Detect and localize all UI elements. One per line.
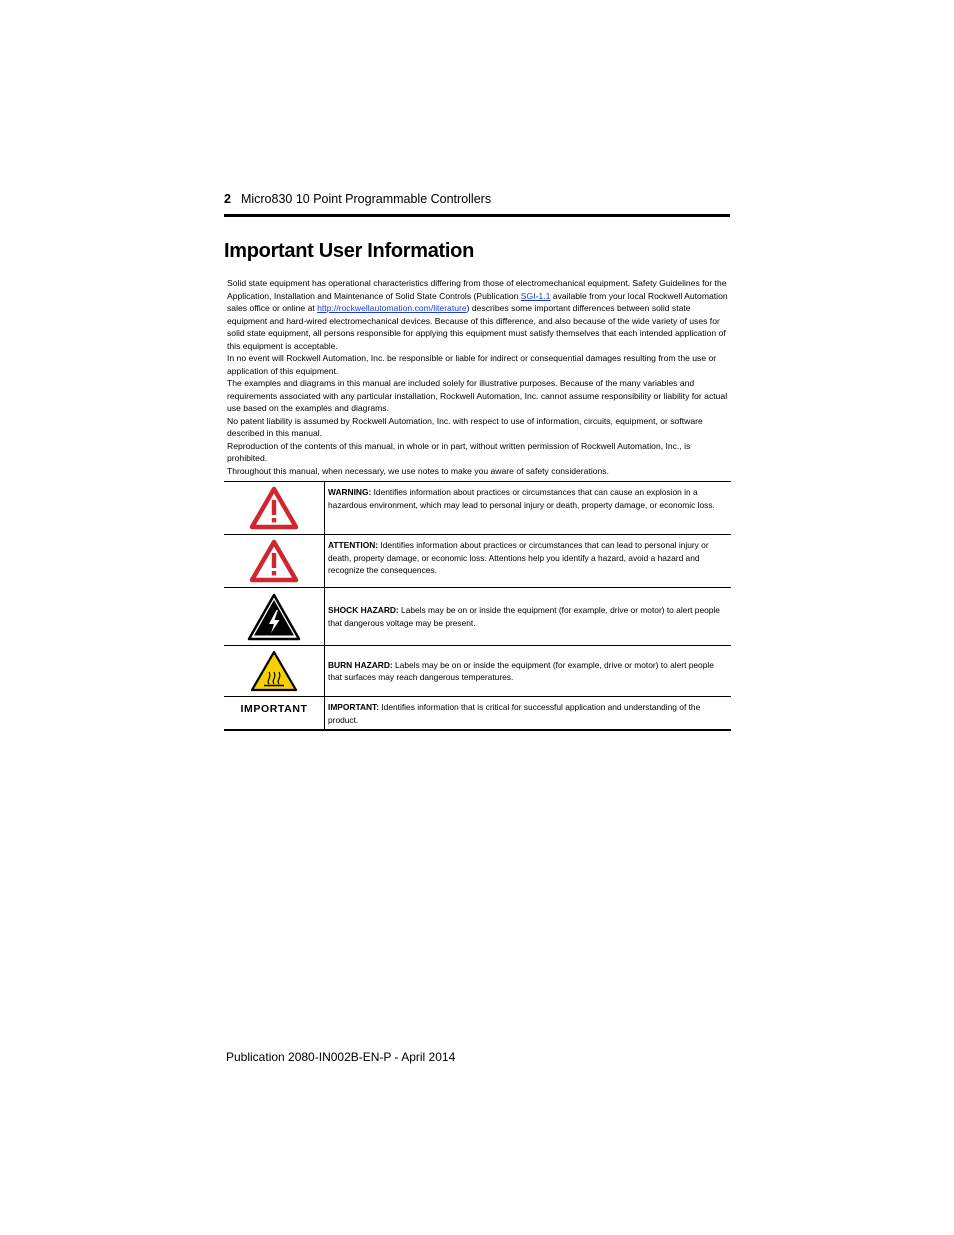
section-title: Important User Information — [224, 240, 474, 262]
safety-notes-table — [224, 481, 731, 731]
paragraph-5: Reproduction of the contents of this manual, in whole or in part, without written permission of Rockwell Automation, Inc., is prohibited. — [227, 440, 691, 463]
running-header — [224, 192, 729, 212]
shock-hazard-text: Labels may be on or inside the equipment (for example, drive or motor) to alert people that dangerous voltage may be present. — [328, 605, 720, 628]
warning-label: WARNING: — [328, 487, 372, 497]
paragraph-3: The examples and diagrams in this manual are included solely for illustrative purposes. Because of the many variables and requirements associated with any particular installation, Rockwell Automation, Inc. cannot assume responsibility or liability for actual use based on the examples and diagrams. — [227, 378, 728, 413]
attention-label: ATTENTION: — [328, 540, 379, 550]
paragraph-2: In no event will Rockwell Automation, Inc. be responsible or liable for indirect or consequential damages resulting from the use or application of this equipment. — [227, 353, 717, 376]
burn-hazard-label: BURN HAZARD: — [328, 659, 393, 670]
sgi-publication-link[interactable]: SGI-1.1 — [520, 290, 551, 301]
attention-triangle-icon — [249, 539, 299, 583]
header-rule — [224, 214, 730, 217]
paragraph-4: No patent liability is assumed by Rockwell Automation, Inc. with respect to use of information, circuits, equipment, or software described in this manual. — [227, 415, 703, 438]
shock-hazard-note — [224, 587, 731, 645]
publication-footer: Publication 2080-IN002B-EN-P - April 2014 — [226, 1050, 456, 1064]
page-number: 2 — [224, 192, 231, 206]
paragraph-6: Throughout this manual, when necessary, we use notes to make you aware of safety considerations. — [227, 465, 609, 476]
shock-hazard-icon — [247, 593, 301, 641]
literature-link[interactable]: http://rockwellautomation.com/literature — [317, 303, 467, 313]
warning-note — [224, 482, 731, 534]
document-title: Micro830 10 Point Programmable Controllers — [240, 192, 492, 206]
burn-hazard-icon — [250, 650, 298, 692]
important-note — [224, 696, 731, 729]
important-text: Identifies information that is critical for successful application and understanding of the product. — [328, 702, 701, 725]
attention-text: Identifies information about practices or circumstances that can lead to personal injury or death, property damage, or economic loss. Attentions help you identify a hazard, avoid a hazard and recognize the consequences. — [328, 540, 709, 575]
body-text — [227, 277, 730, 477]
burn-hazard-note — [224, 645, 731, 696]
attention-note — [224, 534, 731, 587]
important-label: IMPORTANT: — [328, 702, 380, 712]
important-tag: IMPORTANT — [240, 703, 308, 715]
warning-triangle-icon — [249, 486, 299, 530]
warning-text: Identifies information about practices or circumstances that can cause an explosion in a hazardous environment, which may lead to personal injury or death, property damage, or economic loss. — [328, 487, 715, 510]
paragraph-1: Solid state equipment has operational characteristics differing from those of electromechanical equipment. Safety Guidelines for the Application, Installation and Maintenance of Solid State Controls (Publication SGI-1.1 available from your local Rockwell Automation sales office or online at http://rockwellautomation.com/literature) describes some important differences between solid state equipment and hard-wired electromechanical devices. Because of this difference, and also because of the wide variety of uses for solid state equipment, all persons responsible for applying this equipment must satisfy themselves that each intended application of this equipment is acceptable. — [227, 278, 728, 351]
burn-hazard-text: Labels may be on or inside the equipment (for example, drive or motor) to alert people that surfaces may reach dangerous temperatures. — [328, 659, 714, 682]
shock-hazard-label: SHOCK HAZARD: — [328, 605, 399, 615]
